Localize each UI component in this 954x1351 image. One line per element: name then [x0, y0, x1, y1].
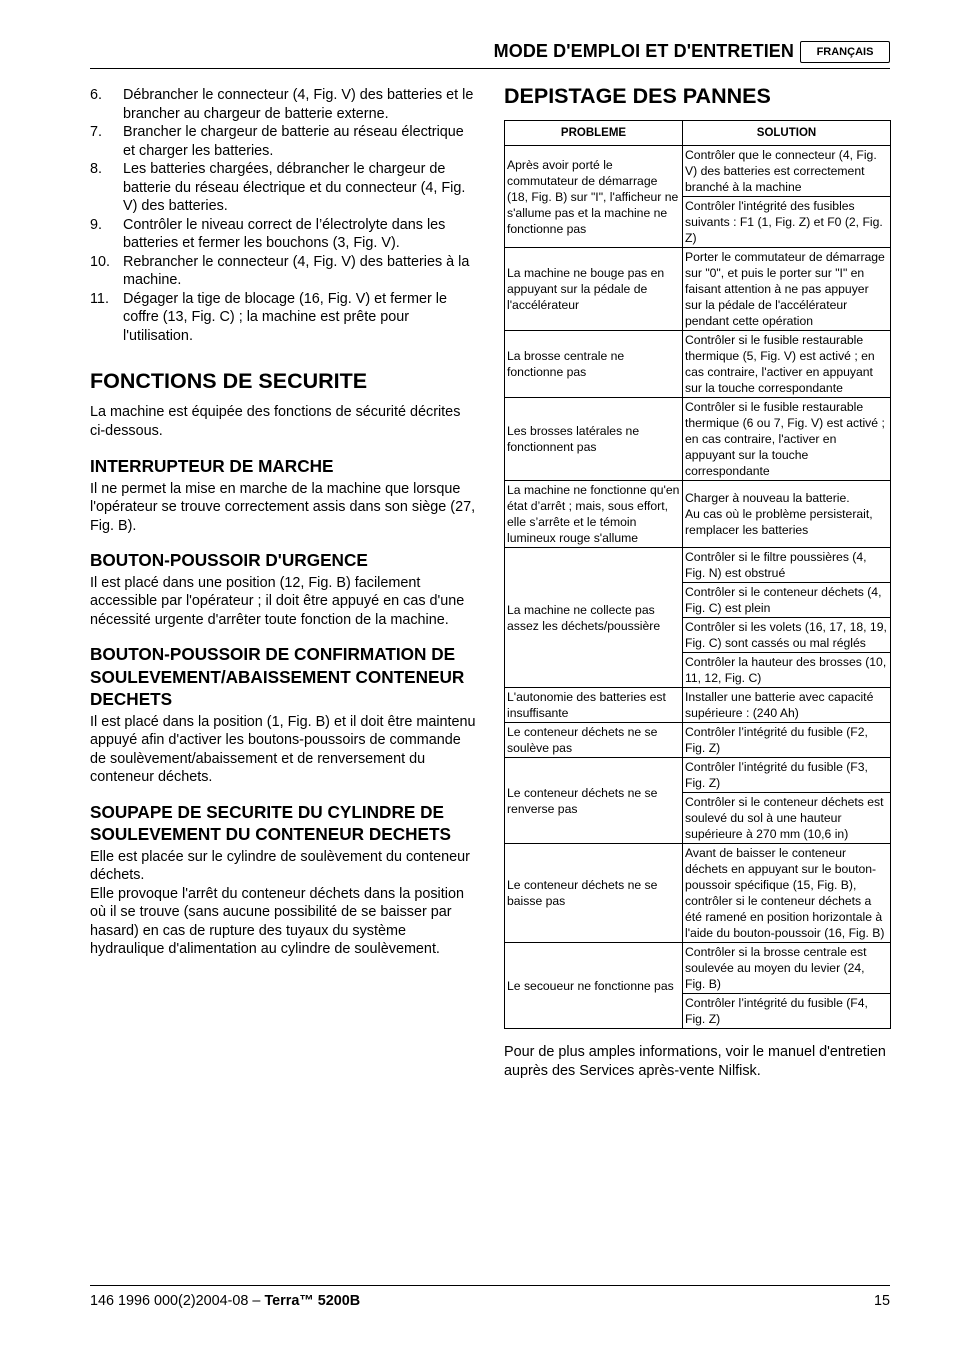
troubleshooting-table: [504, 120, 891, 1029]
step-text: Les batteries chargées, débrancher le chargeur de batterie du réseau électrique et du connecteur (4, Fig. V) des batteries.: [123, 161, 466, 214]
page-header: [90, 40, 890, 69]
step-number: 6.: [90, 87, 103, 103]
list-item: [90, 290, 476, 346]
table-row: [505, 331, 891, 398]
problem-cell: La brosse centrale ne fonctionne pas: [505, 331, 683, 398]
step-number: 11.: [90, 290, 109, 307]
problem-cell: Le conteneur déchets ne se soulève pas: [505, 723, 683, 758]
problem-cell: Le secoueur ne fonctionne pas: [505, 943, 683, 1029]
subsection-text: Elle est placée sur le cylindre de soulèvement du conteneur déchets.: [90, 848, 470, 883]
problem-cell: Après avoir porté le commutateur de démarrage (18, Fig. B) sur "I", l'afficheur ne s'allume pas et la machine ne fonctionne pas: [505, 146, 683, 248]
solution-cell: Contrôler si les volets (16, 17, 18, 19, Fig. C) sont cassés ou mal réglés: [683, 618, 891, 653]
column-header-solution: SOLUTION: [683, 121, 891, 146]
problem-cell: Le conteneur déchets ne se baisse pas: [505, 844, 683, 943]
table-row: [505, 248, 891, 331]
list-item: [90, 123, 476, 160]
step-text: Brancher le chargeur de batterie au réseau électrique et charger les batteries.: [123, 124, 464, 159]
problem-cell: L'autonomie des batteries est insuffisante: [505, 688, 683, 723]
subsection-title: BOUTON-POUSSOIR D'URGENCE: [90, 550, 368, 570]
battery-charging-steps: [90, 86, 476, 345]
table-row: [505, 844, 891, 943]
solution-cell: Contrôler si le fusible restaurable thermique (6 ou 7, Fig. V) est activé ; en cas contraire, l'activer en appuyant sur la touche correspondante: [683, 398, 891, 481]
solution-cell: Contrôler si le fusible restaurable thermique (5, Fig. V) est activé ; en cas contraire, l'activer en appuyant sur la touche correspondante: [683, 331, 891, 398]
section-title-troubleshooting: DEPISTAGE DES PANNES: [504, 84, 771, 108]
solution-cell: Contrôler l’intégrité du fusible (F3, Fig. Z): [683, 758, 891, 793]
solution-cell: Contrôler la hauteur des brosses (10, 11, 12, Fig. C): [683, 653, 891, 688]
solution-cell: Contrôler si la brosse centrale est soulevée au moyen du levier (24, Fig. B): [683, 943, 891, 994]
step-number: 9.: [90, 216, 103, 233]
table-row: [505, 146, 891, 197]
list-item: [90, 253, 476, 290]
solution-cell: Porter le commutateur de démarrage sur "0", et puis le porter sur "I" en faisant attention à ne pas appuyer sur la pédale de l'accélérateur pendant cette opération: [683, 248, 891, 331]
table-row: [505, 548, 891, 583]
page-footer: [90, 1285, 890, 1309]
table-row: [505, 758, 891, 793]
step-text: Rebrancher le connecteur (4, Fig. V) des batteries à la machine.: [123, 253, 470, 288]
column-header-problem: PROBLEME: [505, 121, 683, 146]
list-item: [90, 86, 476, 123]
solution-cell: Charger à nouveau la batterie. Au cas où le problème persisterait, remplacer les batteries: [683, 481, 891, 548]
table-row: [505, 481, 891, 548]
problem-cell: La machine ne bouge pas en appuyant sur la pédale de l'accélérateur: [505, 248, 683, 331]
table-row: [505, 943, 891, 994]
step-number: 10.: [90, 253, 111, 270]
page-number: 15: [873, 1293, 890, 1309]
solution-cell: Contrôler l’intégrité du fusible (F2, Fig. Z): [683, 723, 891, 758]
solution-cell: Contrôler si le conteneur déchets (4, Fig. C) est plein: [683, 583, 891, 618]
table-row: [505, 688, 891, 723]
list-item: [90, 216, 476, 253]
troubleshooting-note: Pour de plus amples informations, voir le manuel d'entretien auprès des Services après-vente Nilfisk.: [504, 1044, 886, 1079]
problem-cell: Les brosses latérales ne fonctionnent pas: [505, 398, 683, 481]
subsection-text: Il est placé dans la position (1, Fig. B) et il doit être maintenu appuyé afin d'activer les boutons-poussoirs de commande de soulèvement/abaissement et de renversement du conteneur déchets.: [90, 713, 476, 785]
left-column: [90, 86, 476, 959]
problem-cell: La machine ne fonctionne qu'en état d’arrêt ; mais, sous effort, elle s’arrête et le témoin lumineux rouge s'allume: [505, 481, 683, 548]
solution-cell: Contrôler l'intégrité des fusibles suivants : F1 (1, Fig. Z) et F0 (2, Fig. Z): [683, 197, 891, 248]
safety-intro: La machine est équipée des fonctions de sécurité décrites ci-dessous.: [90, 404, 461, 439]
problem-cell: La machine ne collecte pas assez les déchets/poussière: [505, 548, 683, 688]
subsection-text: Elle provoque l'arrêt du conteneur déchets dans la position où il se trouve (sans aucune possibilité de se baisser par hasard) en cas de rupture des tuyaux du système hydraulique d'alimentation au cylindre de soulèvement.: [90, 885, 464, 957]
list-item: [90, 160, 476, 216]
step-text: Dégager la tige de blocage (16, Fig. V) et fermer le coffre (13, Fig. C) ; la machine est prête pour l'utilisation.: [123, 290, 447, 344]
section-title-safety: FONCTIONS DE SECURITE: [90, 369, 368, 393]
subsection-text: Il est placé dans une position (12, Fig. B) facilement accessible par l'opérateur ; il doit être appuyé en cas d'une nécessité urgente d'arrêter toute fonction de la machine.: [90, 574, 465, 628]
table-header-row: [505, 121, 891, 146]
subsection-text: Il ne permet la mise en marche de la machine que lorsque l'opérateur se trouve correctement assis dans son siège (27, Fig. B).: [90, 480, 476, 534]
subsection-title: BOUTON-POUSSOIR DE CONFIRMATION DE SOULEVEMENT/ABAISSEMENT CONTENEUR DECHETS: [90, 644, 465, 709]
footer-product-name: Terra™ 5200B: [264, 1293, 361, 1309]
table-row: [505, 398, 891, 481]
subsection-title: INTERRUPTEUR DE MARCHE: [90, 456, 334, 476]
table-row: [505, 723, 891, 758]
subsection-title: SOUPAPE DE SECURITE DU CYLINDRE DE SOULEVEMENT DU CONTENEUR DECHETS: [90, 801, 451, 844]
step-text: Débrancher le connecteur (4, Fig. V) des batteries et le brancher au chargeur de batterie externe.: [123, 87, 474, 122]
solution-cell: Contrôler si le conteneur déchets est soulevé du sol à une hauteur supérieure à 270 mm (10,6 in): [683, 793, 891, 844]
header-title: MODE D'EMPLOI ET D'ENTRETIEN: [493, 41, 794, 61]
step-text: Contrôler le niveau correct de l’électrolyte dans les batteries et fermer les bouchons (3, Fig. V).: [123, 216, 446, 251]
solution-cell: Installer une batterie avec capacité supérieure : (240 Ah): [683, 688, 891, 723]
solution-cell: Contrôler l’intégrité du fusible (F4, Fig. Z): [683, 994, 891, 1029]
solution-cell: Contrôler si le filtre poussières (4, Fig. N) est obstrué: [683, 548, 891, 583]
step-number: 7.: [90, 124, 103, 140]
solution-cell: Avant de baisser le conteneur déchets en appuyant sur le bouton-poussoir spécifique (15, Fig. B), contrôler si le conteneur déchets a été ramené en position horizontale à l'aide du bouton-poussoir (16, Fig. B): [683, 844, 891, 943]
footer-document-reference: [90, 1293, 360, 1309]
problem-cell: Le conteneur déchets ne se renverse pas: [505, 758, 683, 844]
step-number: 8.: [90, 161, 103, 177]
language-badge: FRANÇAIS: [800, 41, 890, 63]
solution-cell: Contrôler que le connecteur (4, Fig. V) des batteries est correctement branché à la machine: [683, 146, 891, 197]
right-column: [504, 84, 891, 1094]
footer-doc-code: 146 1996 000(2)2004-08 –: [90, 1293, 261, 1309]
